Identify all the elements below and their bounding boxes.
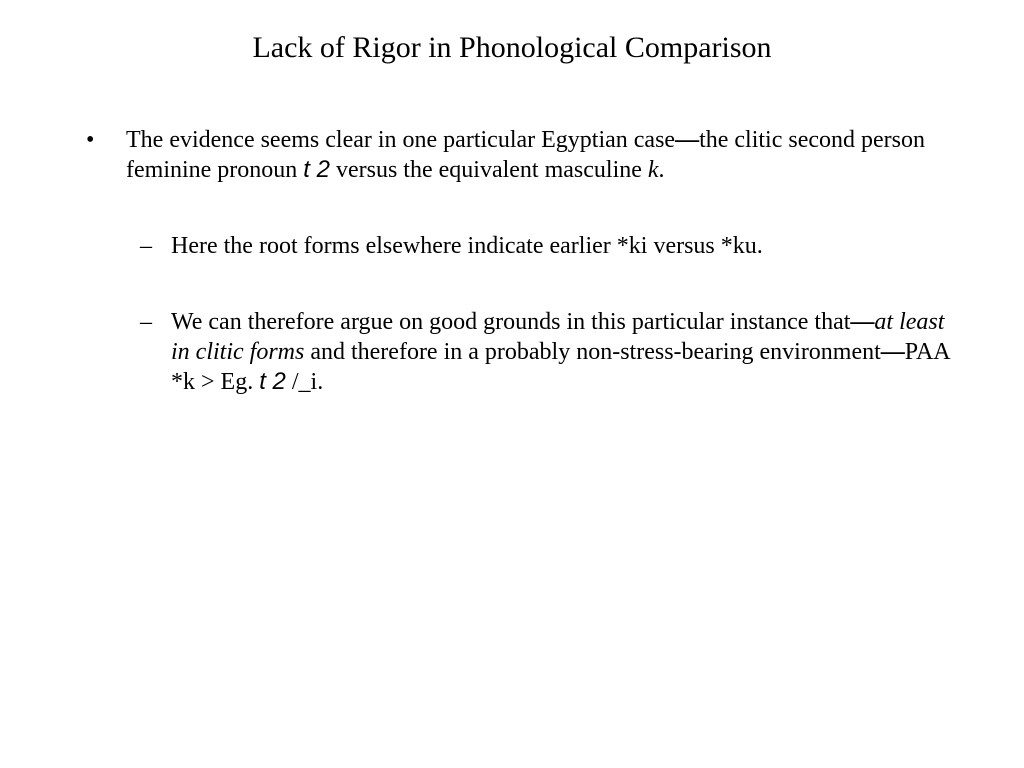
bullet-marker: • [86, 127, 95, 153]
sub-bullet-text-part: PAA *k > Eg. [171, 339, 950, 395]
em-dash: — [850, 309, 875, 335]
sub-bullet-text-part: We can therefore argue on good grounds in this particular instance that [171, 309, 851, 335]
bullet-text-part: the clitic second person feminine pronoun [126, 127, 926, 183]
bullet-text-part: versus the equivalent masculine [329, 157, 648, 183]
bullet-text-part: The evidence seems clear in one particular Egyptian case [126, 127, 676, 153]
italic-phrase: at least in clitic forms [171, 309, 945, 365]
italic-k: k [647, 157, 659, 183]
bullet-item [86, 125, 946, 185]
em-dash: — [880, 339, 905, 365]
bullet-text-part: . [658, 157, 665, 183]
egyptian-glyph-transliteration: t 2 [259, 368, 286, 395]
sub-bullet-text: Here the root forms elsewhere indicate earlier *ki versus *ku. [171, 233, 763, 259]
sub-bullet-item [140, 231, 951, 261]
sub-bullet-text-part: /_i. [285, 369, 324, 395]
slide-title: Lack of Rigor in Phonological Comparison [252, 31, 772, 64]
sub-bullet-marker: – [140, 233, 152, 259]
sub-bullet-text-part: and therefore in a probably non-stress-bearing environment [304, 339, 881, 365]
sub-bullet-item [140, 307, 951, 397]
sub-bullet-marker: – [140, 309, 152, 335]
em-dash: — [675, 127, 700, 153]
egyptian-glyph-transliteration: t 2 [303, 156, 330, 183]
